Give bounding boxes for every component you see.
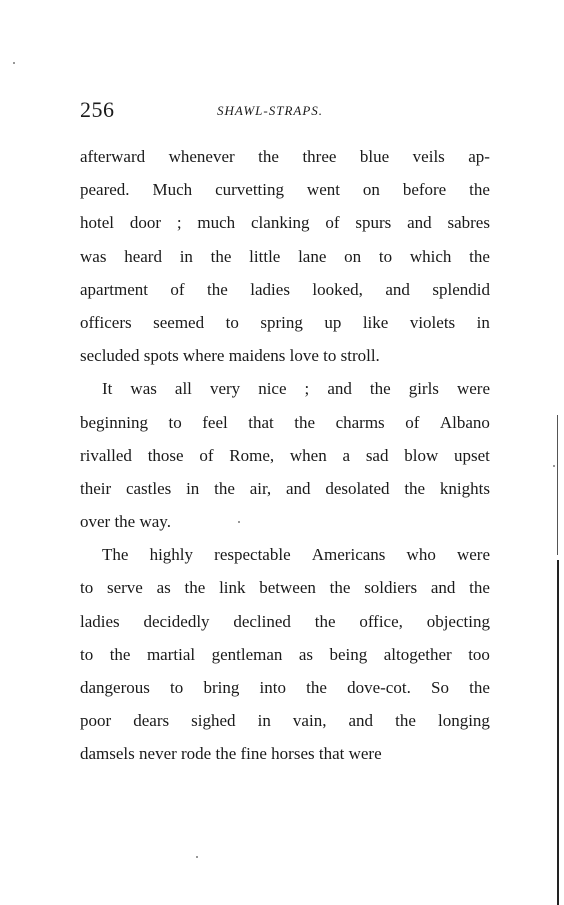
text-line: was heard in the little lane on to which the (80, 246, 490, 266)
text-line: secluded spots where maidens love to stroll. (80, 346, 380, 366)
text-line: apartment of the ladies looked, and splendid (80, 279, 490, 299)
scan-speck (13, 62, 15, 64)
scan-edge-mark (557, 415, 558, 555)
page-header (80, 97, 490, 125)
paragraph (80, 140, 490, 372)
text-line: over the way. (80, 512, 171, 532)
text-line: rivalled those of Rome, when a sad blow upset (80, 445, 490, 465)
text-line: beginning to feel that the charms of Albano (80, 412, 490, 432)
text-line: officers seemed to spring up like violets in (80, 312, 490, 332)
text-line: The highly respectable Americans who were (102, 545, 490, 565)
scan-edge-mark (557, 560, 559, 905)
paragraph (80, 538, 490, 770)
text-line: afterward whenever the three blue veils ap- (80, 147, 490, 166)
text-line: peared. Much curvetting went on before the (80, 180, 490, 200)
text-line: their castles in the air, and desolated the knights (80, 478, 490, 498)
scan-speck (238, 521, 240, 523)
page-number: 256 (80, 97, 115, 122)
scan-speck (196, 856, 198, 858)
text-line: to the martial gentleman as being altogether too (80, 644, 490, 664)
text-line: It was all very nice ; and the girls were (102, 379, 490, 399)
scan-speck (553, 465, 555, 467)
text-line: to serve as the link between the soldiers and the (80, 578, 490, 598)
text-line: dangerous to bring into the dove-cot. So the (80, 678, 490, 697)
paragraph (80, 372, 490, 538)
body-text (80, 140, 490, 771)
running-head: SHAWL-STRAPS. (217, 103, 324, 118)
text-line: poor dears sighed in vain, and the longing (80, 711, 490, 731)
text-line: hotel door ; much clanking of spurs and sabres (80, 213, 490, 233)
text-line: ladies decidedly declined the office, objecting (80, 611, 490, 631)
text-line: damsels never rode the fine horses that were (80, 744, 382, 764)
